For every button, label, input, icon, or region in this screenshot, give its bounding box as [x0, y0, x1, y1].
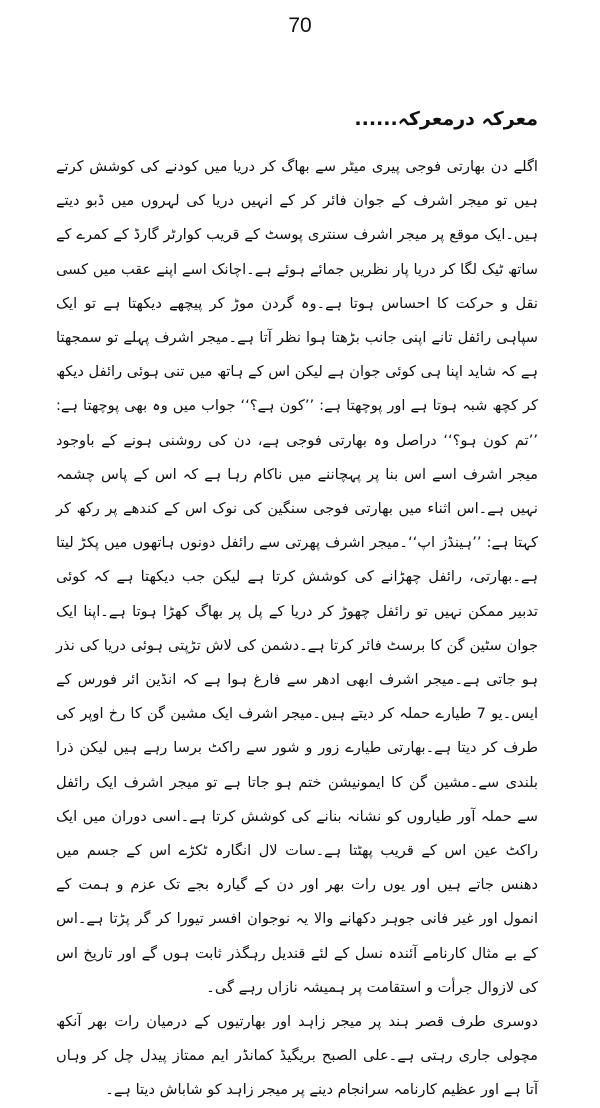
section-heading: معرکہ درمعرکہ......: [354, 108, 538, 130]
page-number: 70: [288, 14, 312, 37]
body-text: [56, 150, 538, 1108]
paragraph-2: دوسری طرف قصر ہند پر میجر زاہد اور بھارتیوں کے درمیان رات بھر آنکھ مچولی جاری رہتی ہے۔علی الصبح بریگیڈ کمانڈر ایم ممتاز پیدل چل کر وہاں آتا ہے اور عظیم کارنامہ سرانجام دینے پر میجر زاہد کو شاباش دیتا ہے۔: [56, 1013, 538, 1099]
paragraph-1: اگلے دن بھارتی فوجی پیری میٹر سے بھاگ کر دریا میں کودنے کی کوشش کرتے ہیں تو میجر اشرف کے جوان فائر کر کے انہیں دریا کی لہروں میں ڈبو دیتے ہیں۔ایک موقع پر میجر اشرف سنتری پوسٹ کے قریب کوارٹر گارڈ کے کمرے کے ساتھ ٹیک لگا کر دریا پار نظریں جمائے ہوئے ہے۔اچانک اسے اپنے عقب میں کسی نقل و حرکت کا احساس ہوتا ہے۔وہ گردن موڑ کر پیچھے دیکھتا ہے تو ایک سپاہی رائفل تانے اپنی جانب بڑھتا ہوا نظر آتا ہے۔میجر اشرف پہلے تو سمجھتا ہے کہ شاید اپنا ہی کوئی جوان ہے لیکن اس کے ہاتھ میں تنی ہوئی رائفل دیکھ کر کچھ شبہ ہوتا ہے اور پوچھتا ہے: ’’کون ہے؟‘‘ جواب میں وہ بھی پوچھتا ہے: ’’تم کون ہو؟‘‘ دراصل وہ بھارتی فوجی ہے، دن کی روشنی ہونے کے باوجود میجر اشرف اسے اس بنا پر پہچاننے میں ناکام رہا ہے کہ اس کے پاس چشمہ نہیں ہے۔اس اثناء میں بھارتی فوجی سنگین کی نوک اس کے کندھے پر رکھ کر کہتا ہے: ’’ہینڈز اپ‘‘۔میجر اشرف پھرتی سے رائفل دونوں ہاتھوں میں پکڑ لیتا ہے۔بھارتی، رائفل چھڑانے کی کوشش کرتا ہے لیکن جب دیکھتا ہے کہ کوئی تدبیر ممکن نہیں تو رائفل چھوڑ کر دریا کے پل پر بھاگ کھڑا ہوتا ہے۔اپنا ایک جوان سٹین گن کا برسٹ فائر کرتا ہے۔دشمن کی لاش تڑپتی ہوئی دریا کی نذر ہو جاتی ہے۔میجر اشرف ابھی ادھر سے فارغ ہوا ہے کہ انڈین ائر فورس کے ایس۔یو 7 طیارے حملہ کر دیتے ہیں۔میجر اشرف ایک مشین گن کا رخ اوپر کی طرف کر دیتا ہے۔بھارتی طیارے زور و شور سے راکٹ برسا رہے ہیں لیکن ذرا بلندی سے۔مشین گن کا ایمونیشن ختم ہو جاتا ہے تو میجر اشرف ایک رائفل سے حملہ آور طیاروں کو نشانہ بنانے کی کوشش کرتا ہے۔اسی دوران میں ایک راکٹ عین اس کے قریب پھٹتا ہے۔سات لال انگارہ ٹکڑے اس کے جسم میں دھنس جاتے ہیں اور یوں رات بھر اور دن کے گیارہ بجے تک عزم و ہمت کے انمول اور غیر فانی جوہر دکھانے والا یہ نوجوان افسر تیورا کر گر پڑتا ہے۔اس کے بے مثال کارنامے آئندہ نسل کے لئے قندیل رہگذر ثابت ہوں گے اور تاریخ اس کی لازوال جرأت و استقامت پر ہمیشہ نازاں رہے گی۔: [56, 158, 538, 996]
